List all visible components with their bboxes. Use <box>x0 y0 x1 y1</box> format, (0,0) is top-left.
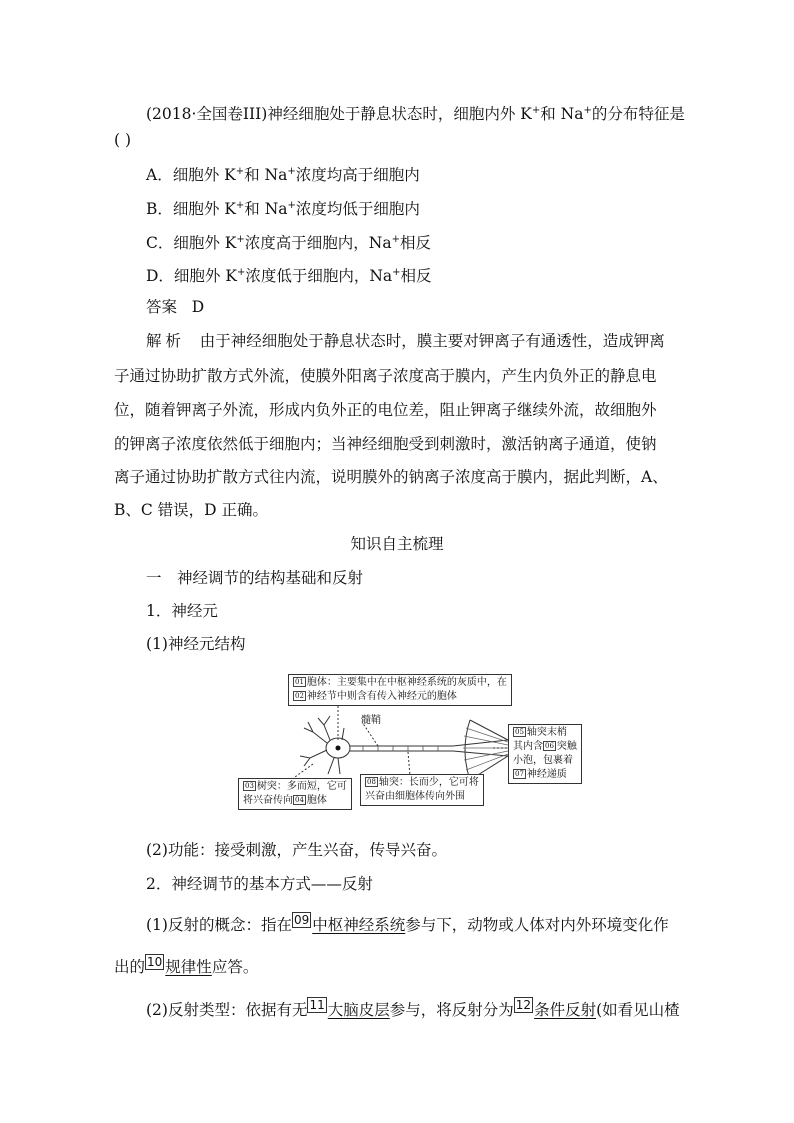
option-text: C．细胞外 K <box>146 234 237 252</box>
part1-heading: 一 神经调节的结构基础和反射 <box>146 569 364 587</box>
option-d <box>146 263 432 286</box>
question-stem-line1 <box>146 101 685 124</box>
option-text: 浓度低于细胞内，Na <box>245 267 393 285</box>
superscript: + <box>392 267 401 278</box>
reflex-concept-line2 <box>114 954 258 977</box>
label-text: 轴突末梢 <box>526 727 567 738</box>
label-text: 树突：多而短，它可 <box>256 781 347 792</box>
analysis-line-6: B、C 错误，D 正确。 <box>114 501 269 519</box>
superscript: + <box>236 234 245 245</box>
option-text: 浓度高于细胞内，Na <box>244 234 392 252</box>
fill-blank-answer: 中枢神经系统 <box>312 916 406 934</box>
reflex-concept-line1 <box>146 912 669 935</box>
myelin-label: 髓鞘 <box>361 715 381 726</box>
label-text: 其内含 <box>513 741 543 752</box>
option-a <box>146 162 420 185</box>
analysis-label: 解析 <box>146 332 186 350</box>
analysis-line-5: 离子通过协助扩散方式往内流，说明膜外的钠离子浓度高于膜内，据此判断，A、 <box>114 468 668 486</box>
label-text: 胞体 <box>306 795 327 806</box>
text: 应答。 <box>211 958 259 976</box>
fill-blank-answer: 大脑皮层 <box>327 1001 390 1019</box>
superscript: + <box>391 234 400 245</box>
label-text: 胞体：主要集中在中枢神经系统的灰质中，在 <box>306 677 507 688</box>
stem-text: 和 Na <box>540 105 584 123</box>
label-text: 小泡，包裹着 <box>513 755 573 766</box>
item1-sub2: (2)功能：接受刺激，产生兴奋，传导兴奋。 <box>146 841 447 859</box>
number-tag: 08 <box>367 778 376 786</box>
answer-line <box>146 297 204 317</box>
number-tag: 05 <box>515 728 524 736</box>
option-text: B．细胞外 K <box>146 200 236 218</box>
analysis-line-1 <box>146 331 665 351</box>
label-text: 突触 <box>556 741 577 752</box>
option-text: 和 Na <box>244 166 288 184</box>
superscript: + <box>287 200 296 211</box>
stem-text: (2018·全国卷III)神经细胞处于静息状态时，细胞内外 K <box>146 105 532 123</box>
cell-body-label <box>288 674 512 706</box>
fill-blank-answer: 条件反射 <box>534 1001 597 1019</box>
item1-heading: 1．神经元 <box>146 602 218 620</box>
item2-heading: 2．神经调节的基本方式——反射 <box>146 875 373 893</box>
number-tag: 04 <box>295 796 304 804</box>
blank-number-11: 11 <box>309 998 325 1012</box>
reflex-type-line <box>146 997 680 1020</box>
option-b <box>146 196 420 219</box>
blank-number-12: 12 <box>515 998 532 1012</box>
option-text: 浓度均高于细胞内 <box>295 166 420 184</box>
option-text: 相反 <box>399 234 431 252</box>
superscript: + <box>236 267 246 278</box>
superscript: + <box>235 166 245 177</box>
fill-blank-answer: 规律性 <box>165 958 212 976</box>
number-tag: 02 <box>295 692 304 700</box>
analysis-text: 由于神经细胞处于静息状态时，膜主要对钾离子有通透性，造成钾离 <box>199 332 665 350</box>
text: 出的 <box>114 958 146 976</box>
text: 参与下，动物或人体对内外环境变化作 <box>405 916 669 934</box>
label-text: 兴奋由细胞体传向外围 <box>365 791 465 802</box>
number-tag: 07 <box>515 770 524 778</box>
text: 参与，将反射分为 <box>389 1001 514 1019</box>
analysis-line-2: 子通过协助扩散方式外流，使膜外阳离子浓度高于膜内，产生内负外正的静息电 <box>114 367 657 385</box>
axon-label <box>360 774 484 806</box>
analysis-line-3: 位，随着钾离子外流，形成内负外正的电位差，阻止钾离子继续外流，故细胞外 <box>114 401 657 419</box>
option-text: 浓度均低于细胞内 <box>295 200 420 218</box>
label-text: 轴突：长而少，它可将 <box>378 777 479 788</box>
superscript: + <box>235 200 245 211</box>
label-text: 神经递质 <box>526 769 567 780</box>
answer-value: D <box>191 298 205 316</box>
number-tag: 06 <box>545 742 554 750</box>
section-title: 知识自主梳理 <box>350 535 444 553</box>
text: (1)反射的概念：指在 <box>146 916 292 934</box>
superscript: + <box>583 105 592 116</box>
superscript: + <box>531 105 541 116</box>
axon-terminal-label <box>508 724 582 784</box>
analysis-line-4: 的钾离子浓度依然低于细胞内；当神经细胞受到刺激时，激活钠离子通道，使钠 <box>114 435 657 453</box>
superscript: + <box>287 166 296 177</box>
blank-number-09: 09 <box>293 913 310 927</box>
label-text: 将兴奋传向 <box>243 795 293 806</box>
item1-sub1: (1)神经元结构 <box>146 635 246 653</box>
blank-number-10: 10 <box>147 955 163 969</box>
option-text: A．细胞外 K <box>146 166 236 184</box>
stem-text: 的分布特征是 <box>591 105 685 123</box>
option-text: D．细胞外 K <box>146 267 237 285</box>
dendrite-label <box>238 778 352 810</box>
label-text: 神经节中则含有传入神经元的胞体 <box>306 691 457 702</box>
text: (如看见山楂 <box>596 1001 680 1019</box>
number-tag: 03 <box>245 782 254 790</box>
option-c <box>146 230 431 253</box>
option-text: 和 Na <box>244 200 288 218</box>
text: (2)反射类型：依据有无 <box>146 1001 308 1019</box>
number-tag: 01 <box>295 678 304 686</box>
answer-label: 答案 <box>146 298 178 316</box>
option-text: 相反 <box>400 267 432 285</box>
question-stem-line2: ( ) <box>114 131 132 149</box>
neuron-diagram <box>238 670 584 816</box>
